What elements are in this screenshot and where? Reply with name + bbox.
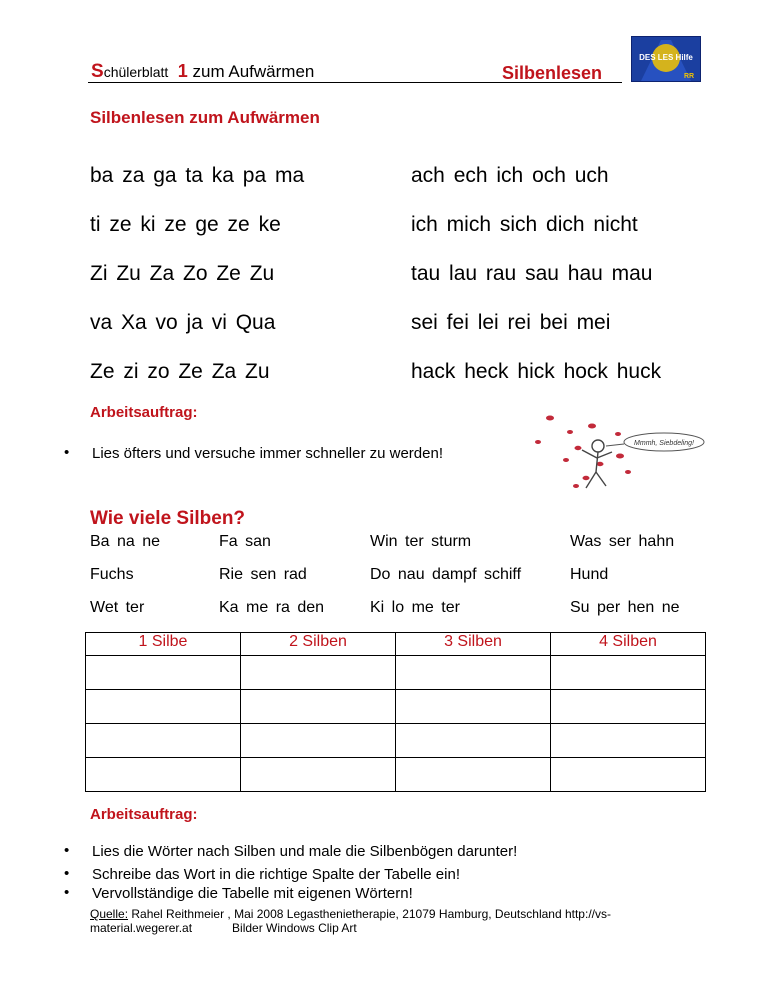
syllable-row-right-3: tau lau rau sau hau mau <box>411 262 653 285</box>
word-1-1: Ba na ne <box>90 533 161 550</box>
section1-title: Silbenlesen zum Aufwärmen <box>90 108 320 127</box>
header-first-letter: S <box>91 61 104 82</box>
syllable-row-right-1: ach ech ich och uch <box>411 164 609 187</box>
word-2-1: Fuchs <box>90 566 134 583</box>
task-label-1: Arbeitsauftrag: <box>90 404 198 421</box>
header-number: 1 <box>177 61 188 81</box>
table-cell <box>396 724 551 758</box>
syllable-table <box>85 632 706 792</box>
table-cell <box>86 690 241 724</box>
table-cell <box>86 656 241 690</box>
syllable-row-right-5: hack heck hick hock huck <box>411 360 662 383</box>
syllable-row-left-2: ti ze ki ze ge ze ke <box>90 213 281 236</box>
header-rest-small: chülerblatt <box>103 64 169 80</box>
task-bullet-2-3: • Vervollständige die Tabelle mit eigenen Wörtern! <box>92 885 413 902</box>
word-1-2: Fa san <box>219 533 271 550</box>
source-label: Quelle: <box>90 907 129 921</box>
word-1-3: Win ter sturm <box>370 533 472 550</box>
word-3-3: Ki lo me ter <box>370 599 460 616</box>
syllable-row-left-4: va Xa vo ja vi Qua <box>90 311 276 334</box>
table-cell <box>241 656 396 690</box>
source-line1: Rahel Reithmeier , Mai 2008 Legasthenietherapie, 21079 Hamburg, Deutschland http://vs- <box>128 907 611 921</box>
word-2-4: Hund <box>570 566 609 583</box>
table-cell <box>551 724 706 758</box>
word-1-4: Was ser hahn <box>570 533 675 550</box>
task-label-2: Arbeitsauftrag: <box>90 806 198 823</box>
table-cell <box>241 724 396 758</box>
logo <box>631 36 701 82</box>
section2-title: Wie viele Silben? <box>90 508 246 529</box>
source-note <box>90 907 690 935</box>
source-credit: Bilder Windows Clip Art <box>232 921 357 935</box>
source-line2: material.wegerer.at <box>90 921 193 935</box>
table-cell <box>241 758 396 792</box>
task-bullet-2-1: • Lies die Wörter nach Silben und male die Silbenbögen darunter! <box>92 843 517 860</box>
syllable-row-left-1: ba za ga ta ka pa ma <box>90 164 305 187</box>
clipart-caption: Mmmh, Siebdeling! <box>634 440 694 447</box>
syllable-row-right-2: ich mich sich dich nicht <box>411 213 638 236</box>
table-cell <box>86 724 241 758</box>
syllable-row-left-3: Zi Zu Za Zo Ze Zu <box>90 262 275 285</box>
clipart-figure <box>530 412 710 498</box>
table-header-4: 4 Silben <box>551 633 706 656</box>
syllable-row-right-4: sei fei lei rei bei mei <box>411 311 611 334</box>
syllable-row-left-5: Ze zi zo Ze Za Zu <box>90 360 270 383</box>
word-3-2: Ka me ra den <box>219 599 325 616</box>
table-header-2: 2 Silben <box>241 633 396 656</box>
word-3-1: Wet ter <box>90 599 145 616</box>
table-header-3: 3 Silben <box>396 633 551 656</box>
table-cell <box>241 690 396 724</box>
table-cell <box>396 656 551 690</box>
task-bullet-1: • Lies öfters und versuche immer schneller zu werden! <box>92 445 443 462</box>
table-row <box>86 758 706 792</box>
header-rest: zum Aufwärmen <box>192 62 315 81</box>
header-title <box>91 61 314 83</box>
table-row <box>86 656 706 690</box>
word-3-4: Su per hen ne <box>570 599 680 616</box>
table-cell <box>551 690 706 724</box>
table-cell <box>86 758 241 792</box>
header-underline <box>88 82 622 83</box>
logo-sub: RR <box>683 73 695 80</box>
table-cell <box>551 656 706 690</box>
word-2-2: Rie sen rad <box>219 566 307 583</box>
table-cell <box>396 758 551 792</box>
table-cell <box>396 690 551 724</box>
header-right-title: Silbenlesen <box>502 63 603 83</box>
task-bullet-2-2: • Schreibe das Wort in die richtige Spalte der Tabelle ein! <box>92 866 460 883</box>
word-2-3: Do nau dampf schiff <box>370 566 522 583</box>
logo-text: DES LES Hilfe <box>639 53 693 62</box>
table-cell <box>551 758 706 792</box>
table-row <box>86 690 706 724</box>
table-header-1: 1 Silbe <box>86 633 241 656</box>
table-row <box>86 724 706 758</box>
